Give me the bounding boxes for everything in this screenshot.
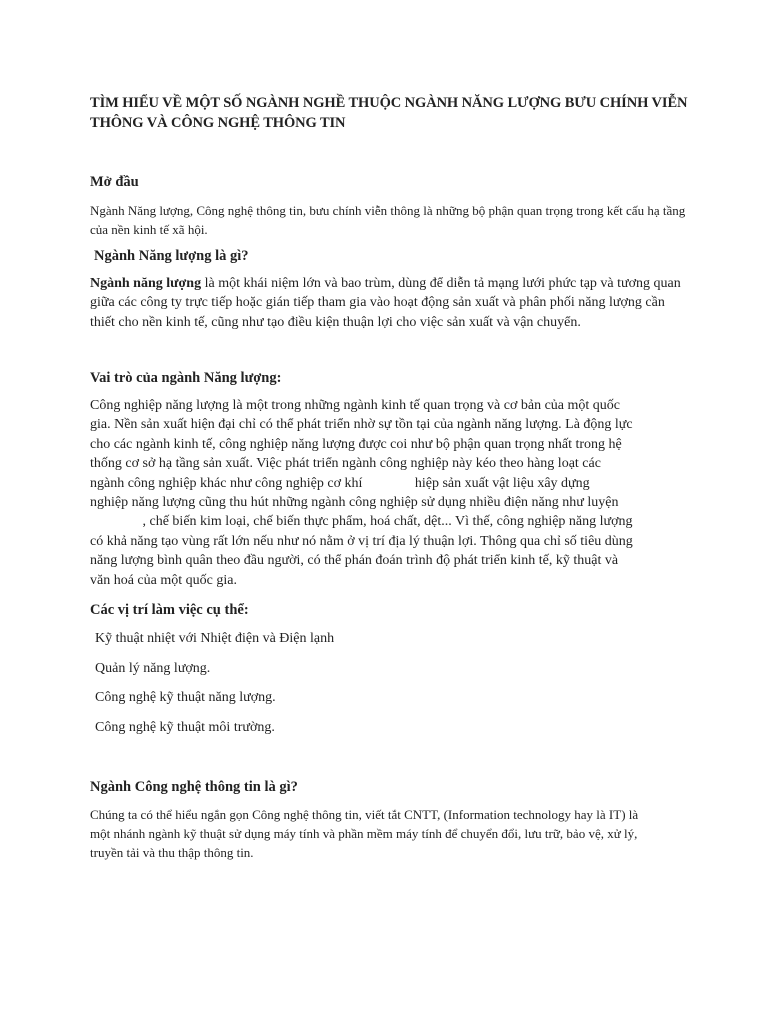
position-item: Kỹ thuật nhiệt với Nhiệt điện và Điện lạnh bbox=[95, 631, 335, 646]
paragraph-line: năng lượng bình quân theo đầu người, có thể phán đoán trình độ phát triển kinh tế, kỹ thuật và bbox=[90, 553, 619, 569]
paragraph-line: Công nghiệp năng lượng là một trong những ngành kinh tế quan trọng và cơ bản của một quốc bbox=[90, 398, 620, 413]
paragraph-line: ngành công nghiệp khác như công nghiệp cơ khí hiệp sản xuất vật liệu xây dựng bbox=[90, 475, 590, 491]
paragraph-line: văn hoá của một quốc gia. bbox=[90, 572, 237, 588]
paragraph-line: , chế biến kim loại, chế biến thực phẩm, hoá chất, dệt... Vì thế, công nghiệp năng lượng bbox=[90, 514, 633, 530]
paragraph-line: thống cơ sở hạ tầng sản xuất. Việc phát triển ngành công nghiệp này kéo theo hàng loạt các bbox=[90, 456, 601, 472]
energy-definition-text: là một khái niệm lớn và bao trùm, dùng để diễn tả mạng lưới phức tạp và tương quan giữa các công ty trực tiếp hoặc gián tiếp tham gia vào hoạt động sản xuất và phân phối năng lượng cần thiết cho nền kinh tế, cũng như tạo điều kiện thuận lợi cho việc sản xuất và vận chuyển. bbox=[90, 276, 681, 330]
position-item: Quản lý năng lượng. bbox=[95, 661, 211, 676]
intro-heading: Mở đầu bbox=[90, 174, 139, 190]
it-definition-heading: Ngành Công nghệ thông tin là gì? bbox=[90, 779, 298, 795]
energy-term: Ngành năng lượng bbox=[90, 276, 202, 291]
it-definition-paragraph bbox=[90, 805, 638, 862]
energy-definition-paragraph bbox=[90, 274, 686, 332]
paragraph-line: một nhánh ngành kỹ thuật sử dụng máy tính và phần mềm máy tính để chuyển đổi, lưu trữ, bảo vệ, xử lý, bbox=[90, 826, 638, 841]
paragraph-line: truyền tải và thu thập thông tin. bbox=[90, 845, 254, 860]
positions-heading: Các vị trí làm việc cụ thể: bbox=[90, 602, 249, 618]
position-item: Công nghệ kỹ thuật năng lượng. bbox=[95, 690, 276, 705]
position-item: Công nghệ kỹ thuật môi trường. bbox=[95, 720, 275, 735]
energy-role-paragraph bbox=[90, 396, 633, 590]
paragraph-line: cho các ngành kinh tế, công nghiệp năng lượng được coi như bộ phận quan trọng nhất trong hệ bbox=[90, 436, 622, 452]
paragraph-line: có khả năng tạo vùng rất lớn nếu như nó nằm ở vị trí địa lý thuận lợi. Thông qua chỉ số tiêu dùng bbox=[90, 533, 633, 549]
paragraph-line: gia. Nền sản xuất hiện đại chỉ có thể phát triển nhờ sự tồn tại của ngành năng lượng. Là động lực bbox=[90, 417, 633, 433]
energy-role-heading: Vai trò của ngành Năng lượng: bbox=[90, 370, 282, 386]
paragraph-line: Chúng ta có thể hiểu ngắn gọn Công nghệ thông tin, viết tắt CNTT, (Information technology hay là IT) là bbox=[90, 807, 639, 822]
paragraph-line: nghiệp năng lượng cũng thu hút những ngành công nghiệp sử dụng nhiều điện năng như luyện bbox=[90, 495, 619, 511]
intro-paragraph: Ngành Năng lượng, Công nghệ thông tin, bưu chính viễn thông là những bộ phận quan trọng trong kết cấu hạ tầng của nền kinh tế xã hội. bbox=[90, 203, 686, 237]
document-title: TÌM HIỂU VỀ MỘT SỐ NGÀNH NGHỀ THUỘC NGÀNH NĂNG LƯỢNG BƯU CHÍNH VIỄN THÔNG VÀ CÔNG NGHỆ THÔNG TIN bbox=[90, 95, 688, 131]
energy-definition-heading: Ngành Năng lượng là gì? bbox=[94, 248, 249, 264]
